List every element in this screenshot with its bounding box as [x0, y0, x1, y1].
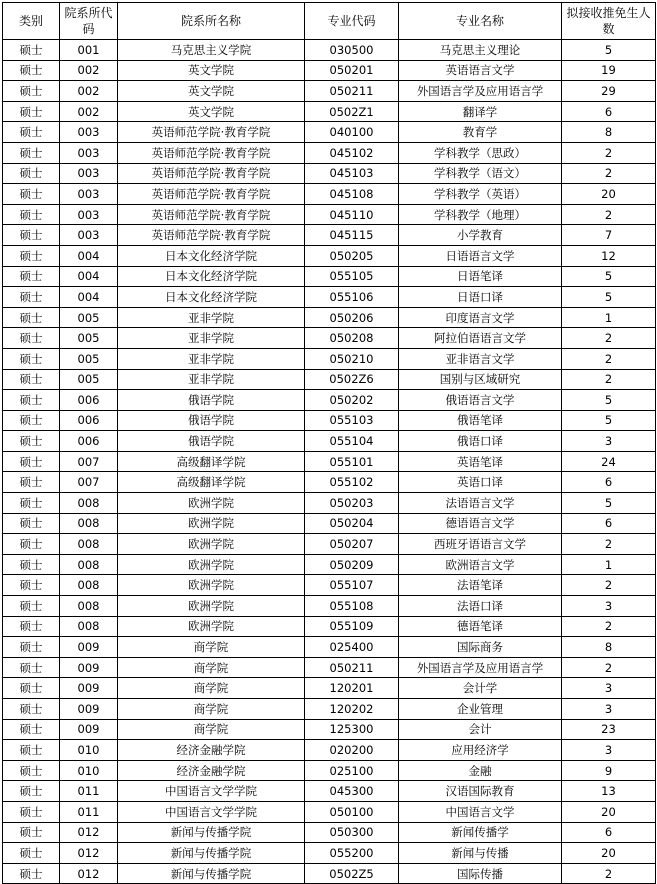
table-row	[3, 451, 656, 472]
cell-dept-name: 新闻与传播学院	[118, 822, 305, 843]
table-row	[3, 287, 656, 308]
cell-quota: 2	[562, 863, 656, 884]
cell-major-code: 050210	[305, 348, 399, 369]
cell-dept-code: 005	[60, 307, 118, 328]
cell-major-name: 新闻传播学	[399, 822, 562, 843]
table-row	[3, 163, 656, 184]
cell-quota: 2	[562, 369, 656, 390]
cell-dept-code: 003	[60, 142, 118, 163]
cell-major-name: 德语笔译	[399, 616, 562, 637]
cell-dept-name: 欧洲学院	[118, 616, 305, 637]
cell-category: 硕士	[3, 699, 60, 720]
cell-quota: 5	[562, 390, 656, 411]
cell-major-name: 亚非语言文学	[399, 348, 562, 369]
cell-dept-code: 008	[60, 596, 118, 617]
cell-category: 硕士	[3, 843, 60, 864]
cell-major-code: 020200	[305, 740, 399, 761]
table-row	[3, 225, 656, 246]
cell-dept-code: 012	[60, 822, 118, 843]
cell-dept-name: 经济金融学院	[118, 740, 305, 761]
cell-quota: 9	[562, 760, 656, 781]
cell-category: 硕士	[3, 101, 60, 122]
cell-dept-name: 亚非学院	[118, 328, 305, 349]
cell-dept-code: 009	[60, 699, 118, 720]
table-row	[3, 101, 656, 122]
cell-dept-name: 马克思主义学院	[118, 40, 305, 61]
header-row	[3, 3, 656, 40]
table-row	[3, 843, 656, 864]
cell-dept-code: 006	[60, 390, 118, 411]
cell-category: 硕士	[3, 863, 60, 884]
table-row	[3, 307, 656, 328]
table-row	[3, 740, 656, 761]
cell-category: 硕士	[3, 801, 60, 822]
cell-dept-name: 英文学院	[118, 101, 305, 122]
cell-quota: 2	[562, 575, 656, 596]
cell-dept-name: 商学院	[118, 699, 305, 720]
cell-major-name: 德语语言文学	[399, 513, 562, 534]
cell-dept-code: 008	[60, 534, 118, 555]
cell-dept-name: 英语师范学院·教育学院	[118, 204, 305, 225]
quota-table-container	[2, 2, 656, 884]
cell-dept-code: 002	[60, 81, 118, 102]
cell-category: 硕士	[3, 40, 60, 61]
cell-dept-name: 俄语学院	[118, 410, 305, 431]
cell-dept-code: 006	[60, 431, 118, 452]
cell-dept-name: 亚非学院	[118, 348, 305, 369]
cell-dept-code: 008	[60, 513, 118, 534]
cell-quota: 3	[562, 699, 656, 720]
cell-category: 硕士	[3, 266, 60, 287]
cell-major-code: 050211	[305, 81, 399, 102]
cell-quota: 2	[562, 142, 656, 163]
cell-category: 硕士	[3, 554, 60, 575]
header-major-name: 专业名称	[399, 3, 562, 40]
cell-quota: 19	[562, 60, 656, 81]
cell-major-code: 120202	[305, 699, 399, 720]
cell-major-name: 学科教学（语文）	[399, 163, 562, 184]
cell-quota: 5	[562, 287, 656, 308]
cell-dept-code: 012	[60, 863, 118, 884]
cell-category: 硕士	[3, 513, 60, 534]
cell-quota: 2	[562, 328, 656, 349]
cell-category: 硕士	[3, 142, 60, 163]
cell-major-name: 应用经济学	[399, 740, 562, 761]
cell-major-code: 040100	[305, 122, 399, 143]
cell-major-code: 050207	[305, 534, 399, 555]
cell-dept-code: 006	[60, 410, 118, 431]
cell-category: 硕士	[3, 657, 60, 678]
cell-dept-name: 经济金融学院	[118, 760, 305, 781]
cell-major-code: 045102	[305, 142, 399, 163]
cell-major-code: 055105	[305, 266, 399, 287]
table-row	[3, 760, 656, 781]
table-row	[3, 348, 656, 369]
cell-dept-code: 009	[60, 719, 118, 740]
cell-quota: 8	[562, 122, 656, 143]
table-row	[3, 801, 656, 822]
cell-category: 硕士	[3, 678, 60, 699]
cell-dept-code: 011	[60, 781, 118, 802]
cell-category: 硕士	[3, 410, 60, 431]
cell-dept-code: 008	[60, 554, 118, 575]
cell-dept-code: 002	[60, 60, 118, 81]
table-row	[3, 657, 656, 678]
table-row	[3, 142, 656, 163]
cell-dept-code: 009	[60, 637, 118, 658]
cell-dept-code: 003	[60, 204, 118, 225]
cell-quota: 23	[562, 719, 656, 740]
cell-dept-name: 欧洲学院	[118, 493, 305, 514]
cell-major-name: 马克思主义理论	[399, 40, 562, 61]
cell-quota: 2	[562, 657, 656, 678]
cell-quota: 5	[562, 266, 656, 287]
cell-major-name: 欧洲语言文学	[399, 554, 562, 575]
header-category: 类别	[3, 3, 60, 40]
cell-major-code: 050203	[305, 493, 399, 514]
cell-category: 硕士	[3, 451, 60, 472]
cell-quota: 8	[562, 637, 656, 658]
table-row	[3, 637, 656, 658]
cell-major-code: 055107	[305, 575, 399, 596]
cell-category: 硕士	[3, 60, 60, 81]
cell-dept-code: 003	[60, 163, 118, 184]
cell-major-code: 045110	[305, 204, 399, 225]
cell-quota: 6	[562, 822, 656, 843]
cell-major-code: 120201	[305, 678, 399, 699]
cell-major-code: 050209	[305, 554, 399, 575]
table-row	[3, 245, 656, 266]
cell-dept-name: 商学院	[118, 637, 305, 658]
table-row	[3, 40, 656, 61]
cell-dept-name: 中国语言文学学院	[118, 781, 305, 802]
cell-dept-code: 007	[60, 451, 118, 472]
cell-major-code: 055103	[305, 410, 399, 431]
cell-major-name: 法语笔译	[399, 575, 562, 596]
cell-quota: 7	[562, 225, 656, 246]
cell-major-name: 中国语言文学	[399, 801, 562, 822]
cell-category: 硕士	[3, 184, 60, 205]
cell-dept-name: 欧洲学院	[118, 596, 305, 617]
cell-major-name: 汉语国际教育	[399, 781, 562, 802]
cell-major-name: 新闻与传播	[399, 843, 562, 864]
cell-major-code: 0502Z5	[305, 863, 399, 884]
cell-quota: 12	[562, 245, 656, 266]
cell-dept-name: 欧洲学院	[118, 575, 305, 596]
cell-major-code: 050100	[305, 801, 399, 822]
cell-quota: 1	[562, 307, 656, 328]
cell-major-name: 企业管理	[399, 699, 562, 720]
cell-dept-name: 英文学院	[118, 81, 305, 102]
cell-dept-code: 009	[60, 657, 118, 678]
cell-category: 硕士	[3, 493, 60, 514]
cell-major-code: 050300	[305, 822, 399, 843]
recommendation-quota-table	[2, 2, 656, 884]
cell-category: 硕士	[3, 431, 60, 452]
cell-quota: 5	[562, 40, 656, 61]
cell-dept-code: 011	[60, 801, 118, 822]
cell-major-code: 055102	[305, 472, 399, 493]
cell-major-name: 小学教育	[399, 225, 562, 246]
cell-quota: 6	[562, 472, 656, 493]
cell-category: 硕士	[3, 307, 60, 328]
table-row	[3, 719, 656, 740]
table-row	[3, 699, 656, 720]
cell-dept-name: 中国语言文学学院	[118, 801, 305, 822]
cell-dept-name: 英文学院	[118, 60, 305, 81]
cell-dept-code: 003	[60, 184, 118, 205]
cell-dept-name: 欧洲学院	[118, 513, 305, 534]
table-row	[3, 472, 656, 493]
cell-quota: 3	[562, 431, 656, 452]
cell-major-code: 0502Z1	[305, 101, 399, 122]
cell-major-code: 050206	[305, 307, 399, 328]
cell-major-code: 055104	[305, 431, 399, 452]
cell-dept-name: 日本文化经济学院	[118, 266, 305, 287]
table-row	[3, 781, 656, 802]
cell-category: 硕士	[3, 616, 60, 637]
cell-major-name: 外国语言学及应用语言学	[399, 81, 562, 102]
table-row	[3, 266, 656, 287]
cell-major-name: 国际商务	[399, 637, 562, 658]
table-row	[3, 60, 656, 81]
table-row	[3, 431, 656, 452]
cell-major-name: 国别与区域研究	[399, 369, 562, 390]
table-row	[3, 410, 656, 431]
cell-category: 硕士	[3, 348, 60, 369]
cell-major-name: 外国语言学及应用语言学	[399, 657, 562, 678]
cell-category: 硕士	[3, 534, 60, 555]
table-row	[3, 513, 656, 534]
cell-major-name: 印度语言文学	[399, 307, 562, 328]
table-row	[3, 822, 656, 843]
cell-dept-code: 008	[60, 493, 118, 514]
cell-major-name: 学科教学（地理）	[399, 204, 562, 225]
cell-dept-code: 004	[60, 287, 118, 308]
cell-dept-code: 004	[60, 266, 118, 287]
cell-dept-code: 002	[60, 101, 118, 122]
cell-dept-name: 高级翻译学院	[118, 472, 305, 493]
cell-dept-name: 英语师范学院·教育学院	[118, 163, 305, 184]
cell-major-code: 055200	[305, 843, 399, 864]
header-major-code: 专业代码	[305, 3, 399, 40]
cell-category: 硕士	[3, 719, 60, 740]
cell-major-name: 俄语笔译	[399, 410, 562, 431]
cell-quota: 13	[562, 781, 656, 802]
cell-category: 硕士	[3, 637, 60, 658]
cell-quota: 20	[562, 843, 656, 864]
cell-dept-name: 欧洲学院	[118, 554, 305, 575]
cell-major-name: 英语语言文学	[399, 60, 562, 81]
cell-dept-code: 004	[60, 245, 118, 266]
table-row	[3, 390, 656, 411]
cell-quota: 1	[562, 554, 656, 575]
cell-major-code: 030500	[305, 40, 399, 61]
table-row	[3, 534, 656, 555]
cell-quota: 24	[562, 451, 656, 472]
cell-quota: 20	[562, 184, 656, 205]
cell-quota: 29	[562, 81, 656, 102]
cell-category: 硕士	[3, 390, 60, 411]
cell-major-name: 学科教学（思政）	[399, 142, 562, 163]
cell-major-name: 日语笔译	[399, 266, 562, 287]
cell-quota: 2	[562, 534, 656, 555]
cell-major-name: 法语语言文学	[399, 493, 562, 514]
cell-dept-name: 亚非学院	[118, 307, 305, 328]
cell-dept-code: 008	[60, 616, 118, 637]
table-row	[3, 678, 656, 699]
cell-dept-name: 俄语学院	[118, 431, 305, 452]
table-row	[3, 328, 656, 349]
cell-category: 硕士	[3, 245, 60, 266]
cell-category: 硕士	[3, 740, 60, 761]
cell-category: 硕士	[3, 81, 60, 102]
cell-dept-name: 新闻与传播学院	[118, 863, 305, 884]
cell-dept-name: 日本文化经济学院	[118, 287, 305, 308]
table-row	[3, 596, 656, 617]
cell-dept-name: 高级翻译学院	[118, 451, 305, 472]
cell-dept-name: 英语师范学院·教育学院	[118, 225, 305, 246]
cell-major-code: 055101	[305, 451, 399, 472]
cell-major-code: 050208	[305, 328, 399, 349]
cell-major-code: 050211	[305, 657, 399, 678]
cell-major-name: 日语口译	[399, 287, 562, 308]
cell-dept-name: 日本文化经济学院	[118, 245, 305, 266]
cell-dept-name: 新闻与传播学院	[118, 843, 305, 864]
cell-dept-name: 亚非学院	[118, 369, 305, 390]
cell-major-name: 金融	[399, 760, 562, 781]
cell-category: 硕士	[3, 287, 60, 308]
cell-quota: 3	[562, 740, 656, 761]
cell-major-code: 055109	[305, 616, 399, 637]
cell-major-code: 025400	[305, 637, 399, 658]
cell-major-name: 阿拉伯语语言文学	[399, 328, 562, 349]
cell-dept-code: 010	[60, 740, 118, 761]
cell-quota: 2	[562, 348, 656, 369]
table-row	[3, 554, 656, 575]
cell-quota: 3	[562, 678, 656, 699]
cell-dept-code: 008	[60, 575, 118, 596]
cell-major-code: 050205	[305, 245, 399, 266]
cell-quota: 2	[562, 616, 656, 637]
cell-category: 硕士	[3, 204, 60, 225]
cell-dept-code: 009	[60, 678, 118, 699]
cell-major-code: 0502Z6	[305, 369, 399, 390]
cell-dept-name: 商学院	[118, 678, 305, 699]
cell-quota: 6	[562, 513, 656, 534]
cell-category: 硕士	[3, 163, 60, 184]
header-dept-code: 院系所代码	[60, 3, 118, 40]
table-row	[3, 184, 656, 205]
cell-major-name: 会计学	[399, 678, 562, 699]
cell-category: 硕士	[3, 369, 60, 390]
cell-dept-name: 商学院	[118, 719, 305, 740]
cell-major-code: 050204	[305, 513, 399, 534]
cell-major-code: 050201	[305, 60, 399, 81]
cell-quota: 5	[562, 410, 656, 431]
cell-major-code: 045108	[305, 184, 399, 205]
cell-dept-code: 010	[60, 760, 118, 781]
cell-major-name: 学科教学（英语）	[399, 184, 562, 205]
cell-quota: 5	[562, 493, 656, 514]
header-quota: 拟接收推免生人数	[562, 3, 656, 40]
cell-category: 硕士	[3, 122, 60, 143]
cell-dept-name: 商学院	[118, 657, 305, 678]
cell-dept-code: 005	[60, 369, 118, 390]
cell-dept-code: 003	[60, 122, 118, 143]
cell-major-code: 045115	[305, 225, 399, 246]
cell-major-name: 日语语言文学	[399, 245, 562, 266]
cell-major-name: 法语口译	[399, 596, 562, 617]
cell-category: 硕士	[3, 760, 60, 781]
cell-dept-name: 欧洲学院	[118, 534, 305, 555]
cell-quota: 2	[562, 163, 656, 184]
table-row	[3, 863, 656, 884]
cell-major-name: 会计	[399, 719, 562, 740]
cell-dept-name: 俄语学院	[118, 390, 305, 411]
cell-dept-code: 003	[60, 225, 118, 246]
cell-major-code: 055108	[305, 596, 399, 617]
table-body	[3, 40, 656, 884]
cell-quota: 3	[562, 596, 656, 617]
cell-major-name: 俄语口译	[399, 431, 562, 452]
table-row	[3, 204, 656, 225]
table-row	[3, 122, 656, 143]
cell-major-code: 050202	[305, 390, 399, 411]
cell-major-code: 055106	[305, 287, 399, 308]
cell-major-code: 125300	[305, 719, 399, 740]
header-dept-name: 院系所名称	[118, 3, 305, 40]
cell-category: 硕士	[3, 781, 60, 802]
cell-dept-code: 005	[60, 348, 118, 369]
cell-category: 硕士	[3, 822, 60, 843]
table-row	[3, 575, 656, 596]
cell-category: 硕士	[3, 225, 60, 246]
cell-major-code: 025100	[305, 760, 399, 781]
cell-major-name: 教育学	[399, 122, 562, 143]
table-row	[3, 616, 656, 637]
table-header	[3, 3, 656, 40]
cell-quota: 2	[562, 204, 656, 225]
cell-major-code: 045300	[305, 781, 399, 802]
cell-dept-code: 005	[60, 328, 118, 349]
cell-category: 硕士	[3, 575, 60, 596]
table-row	[3, 493, 656, 514]
cell-major-name: 西班牙语语言文学	[399, 534, 562, 555]
cell-major-name: 英语笔译	[399, 451, 562, 472]
cell-dept-code: 012	[60, 843, 118, 864]
cell-quota: 20	[562, 801, 656, 822]
cell-dept-code: 007	[60, 472, 118, 493]
cell-dept-name: 英语师范学院·教育学院	[118, 122, 305, 143]
cell-major-name: 英语口译	[399, 472, 562, 493]
table-row	[3, 369, 656, 390]
cell-dept-name: 英语师范学院·教育学院	[118, 142, 305, 163]
cell-quota: 6	[562, 101, 656, 122]
cell-category: 硕士	[3, 472, 60, 493]
cell-major-name: 国际传播	[399, 863, 562, 884]
cell-category: 硕士	[3, 596, 60, 617]
cell-major-code: 045103	[305, 163, 399, 184]
cell-dept-code: 001	[60, 40, 118, 61]
cell-category: 硕士	[3, 328, 60, 349]
cell-major-name: 翻译学	[399, 101, 562, 122]
cell-dept-name: 英语师范学院·教育学院	[118, 184, 305, 205]
table-row	[3, 81, 656, 102]
cell-major-name: 俄语语言文学	[399, 390, 562, 411]
